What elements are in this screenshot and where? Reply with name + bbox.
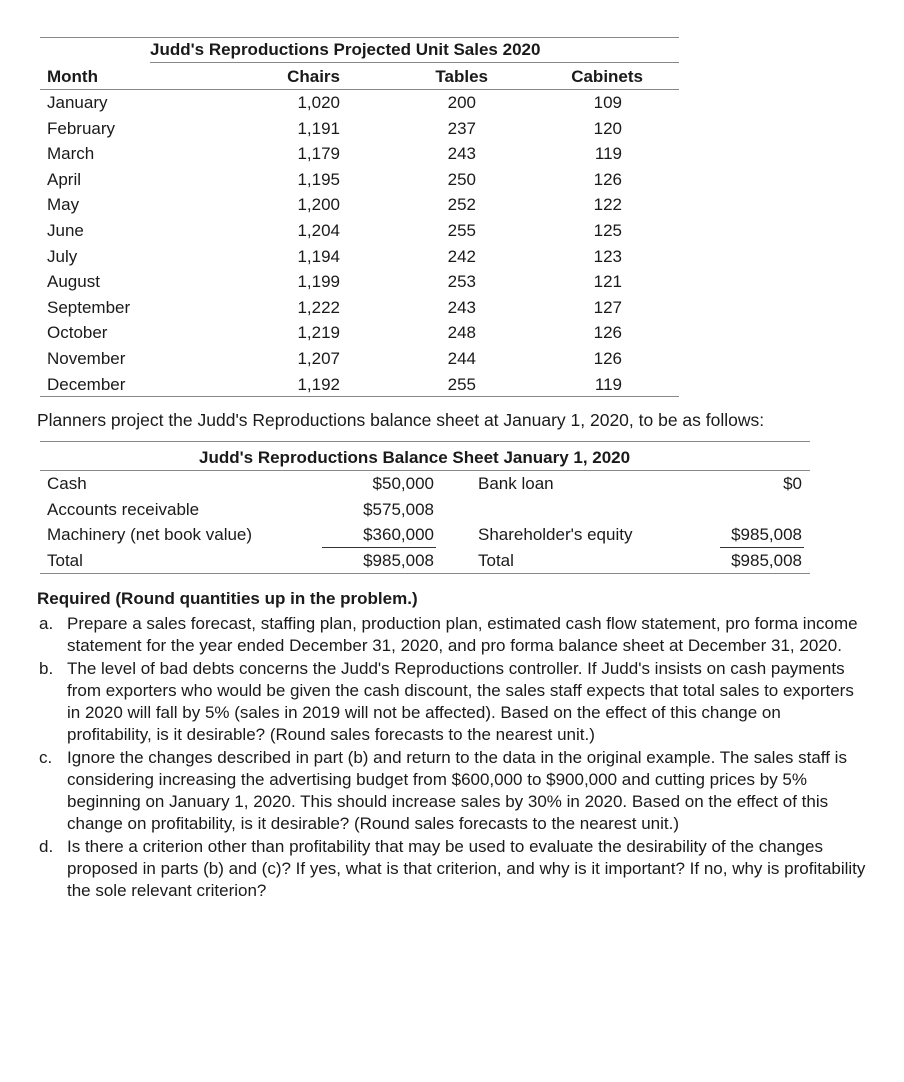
intro-text: Planners project the Judd's Reproductions balance sheet at January 1, 2020, to be as follows: <box>37 410 765 430</box>
cabinets-cell: 119 <box>594 144 622 164</box>
required-item-c <box>37 747 867 835</box>
item-text: Is there a criterion other than profitability that may be used to evaluate the desirability of the changes proposed in parts (b) and (c)? If yes, what is that criterion, and why is it important? If no, why is profitability the sole relevant criterion? <box>67 837 866 900</box>
chairs-cell: 1,194 <box>297 246 340 266</box>
cabinets-cell: 122 <box>593 195 622 215</box>
month-cell: March <box>47 144 95 164</box>
cabinets-cell: 123 <box>593 246 622 266</box>
required-heading: Required (Round quantities up in the problem.) <box>37 589 418 608</box>
cabinets-cell: 109 <box>593 93 622 112</box>
tables-cell: 253 <box>447 272 476 292</box>
item-text: Ignore the changes described in part (b) and return to the data in the original example. The sales staff is considering increasing the advertising budget from $600,000 to $900,000 and cutting prices by 5% beginning on January 1, 2020. This should increase sales by 30% in 2020. Based on the effect of this change on profitability, is it desirable? (Round sales forecasts to the nearest unit.) <box>67 748 847 833</box>
sales-table-top-rule <box>40 37 679 38</box>
item-label: d. <box>39 837 54 856</box>
balance-title-underline <box>40 470 810 471</box>
table-row <box>0 144 904 170</box>
month-cell: November <box>47 349 126 368</box>
month-cell: October <box>47 323 108 343</box>
sales-title-underline <box>150 62 679 63</box>
table-row <box>0 170 904 196</box>
month-cell: June <box>47 221 84 240</box>
month-cell: May <box>47 195 80 215</box>
total-value: $985,008 <box>363 551 434 570</box>
item-text: Prepare a sales forecast, staffing plan, production plan, estimated cash flow statement, pro forma income statement for the year ended December 31, 2020, and pro forma balance sheet at December 31, 2020. <box>67 614 858 655</box>
accounts-receivable-value: $575,008 <box>363 500 434 519</box>
chairs-cell: 1,204 <box>297 221 340 240</box>
month-cell: February <box>47 118 116 138</box>
tables-cell: 250 <box>447 169 476 189</box>
table-row <box>0 93 904 119</box>
machinery-label: Machinery (net book value) <box>47 525 253 544</box>
accounts-receivable-label: Accounts receivable <box>47 500 200 519</box>
header-cabinets: Cabinets <box>571 67 643 86</box>
cabinets-cell: 125 <box>593 221 622 240</box>
equity-underline <box>720 547 804 548</box>
sales-header-rule <box>40 89 679 90</box>
machinery-value: $360,000 <box>363 525 434 544</box>
cabinets-cell: 119 <box>594 374 622 394</box>
month-cell: July <box>47 246 78 266</box>
tables-cell: 243 <box>447 297 476 317</box>
item-text: The level of bad debts concerns the Judd's Reproductions controller. If Judd's insists on cash payments from exporters who would be given the cash discount, the sales staff expects that total sales to exporters in 2020 will fall by 5% (sales in 2019 will not be affected). Based on the effect of this change on profitability, is it desirable? (Round sales forecasts to the nearest unit.) <box>67 659 854 744</box>
cabinets-cell: 126 <box>593 323 622 343</box>
cabinets-cell: 126 <box>593 349 622 368</box>
required-item-b <box>37 658 867 746</box>
right-total-value: $985,008 <box>731 551 802 570</box>
tables-cell: 243 <box>447 144 476 164</box>
month-cell: September <box>47 297 131 317</box>
machinery-underline <box>322 547 436 548</box>
right-total-label: Total <box>478 551 514 570</box>
chairs-cell: 1,222 <box>297 297 340 317</box>
item-label: b. <box>39 659 54 678</box>
month-cell: April <box>47 169 82 189</box>
chairs-cell: 1,219 <box>297 323 340 343</box>
table-row <box>0 119 904 145</box>
chairs-cell: 1,195 <box>297 169 340 189</box>
cabinets-cell: 121 <box>593 272 622 292</box>
tables-cell: 244 <box>447 349 476 368</box>
chairs-cell: 1,199 <box>297 272 340 292</box>
sales-table-bottom-rule <box>40 396 679 397</box>
table-row <box>0 272 904 298</box>
equity-label: Shareholder's equity <box>478 525 633 544</box>
cash-label: Cash <box>47 474 87 493</box>
tables-cell: 200 <box>447 93 476 112</box>
tables-cell: 248 <box>447 323 476 343</box>
cabinets-cell: 126 <box>593 169 622 189</box>
tables-cell: 237 <box>447 118 476 138</box>
header-chairs: Chairs <box>287 67 340 86</box>
header-month: Month <box>47 67 98 86</box>
balance-bottom-rule <box>40 573 810 574</box>
month-cell: December <box>47 374 126 394</box>
required-item-d <box>37 836 867 902</box>
bank-loan-value: $0 <box>783 474 802 493</box>
chairs-cell: 1,200 <box>297 195 340 215</box>
balance-sheet-title: Judd's Reproductions Balance Sheet January 1, 2020 <box>199 448 631 467</box>
cash-value: $50,000 <box>372 474 434 493</box>
table-row <box>0 349 904 375</box>
chairs-cell: 1,179 <box>297 144 340 164</box>
required-item-a <box>37 613 867 657</box>
table-row <box>0 247 904 273</box>
table-row <box>0 323 904 349</box>
chairs-cell: 1,192 <box>297 374 340 394</box>
sales-table-title: Judd's Reproductions Projected Unit Sales 2020 <box>150 40 541 59</box>
cabinets-cell: 120 <box>593 118 622 138</box>
table-row <box>0 221 904 247</box>
cabinets-cell: 127 <box>593 297 622 317</box>
table-row <box>0 298 904 324</box>
bank-loan-label: Bank loan <box>478 474 554 493</box>
tables-cell: 255 <box>447 374 476 394</box>
month-cell: August <box>47 272 100 292</box>
tables-cell: 242 <box>447 246 476 266</box>
equity-value: $985,008 <box>731 525 802 544</box>
tables-cell: 252 <box>447 195 476 215</box>
chairs-cell: 1,207 <box>297 349 340 368</box>
balance-top-rule <box>40 441 810 442</box>
tables-cell: 255 <box>447 221 476 240</box>
required-list <box>37 613 867 903</box>
chairs-cell: 1,191 <box>297 118 340 138</box>
table-row <box>0 195 904 221</box>
header-tables: Tables <box>435 67 488 86</box>
month-cell: January <box>47 93 108 112</box>
total-label: Total <box>47 551 83 570</box>
chairs-cell: 1,020 <box>297 93 340 112</box>
item-label: c. <box>39 748 53 767</box>
item-label: a. <box>39 614 54 633</box>
